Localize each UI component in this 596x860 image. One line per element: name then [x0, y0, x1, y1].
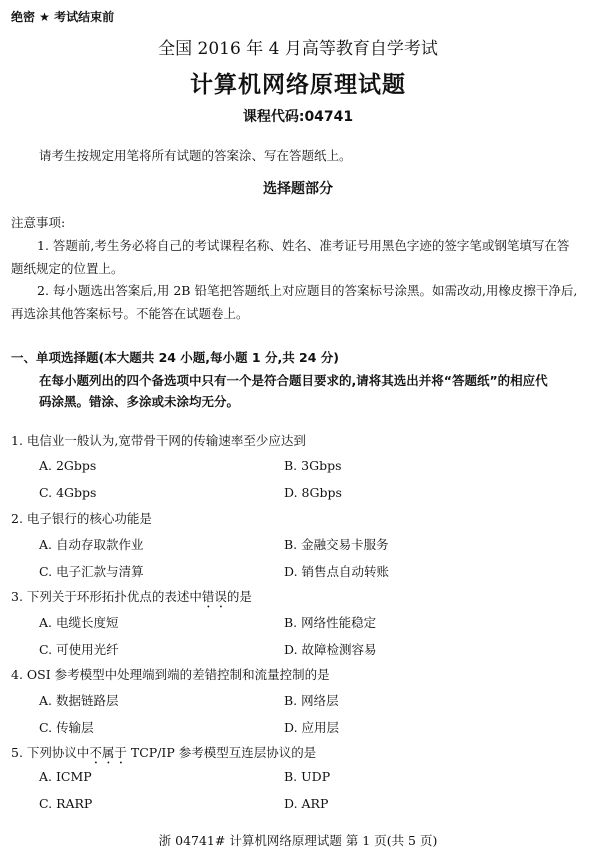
note-item: 1. 答题前,考生务必将自己的考试课程名称、姓名、准考证号用黑色字迹的签字笔或钢笔填写在答题纸规定的位置上。: [11, 238, 570, 276]
stem-text: TCP/IP 参考模型互连层协议的是: [126, 745, 317, 760]
option-b: B. 3Gbps: [284, 458, 342, 473]
option-c: C. 电子汇款与清算: [39, 564, 144, 579]
general-instruction: 请考生按规定用笔将所有试题的答案涂、写在答题纸上。: [39, 148, 352, 163]
question-stem: 1. 电信业一般认为,宽带骨干网的传输速率至少应达到: [11, 433, 306, 448]
page-footer: 浙 04741# 计算机网络原理试题 第 1 页(共 5 页): [158, 833, 438, 848]
emphasized-word: 不属于: [89, 745, 127, 760]
question-stem: [11, 743, 316, 767]
option-d: D. 销售点自动转账: [284, 564, 390, 579]
stem-text: 3. 下列关于环形拓扑优点的表述中: [11, 589, 202, 604]
option-a: A. ICMP: [39, 769, 92, 784]
option-b: B. 金融交易卡服务: [284, 537, 389, 552]
option-b: B. UDP: [284, 769, 331, 784]
option-b: B. 网络性能稳定: [284, 615, 377, 630]
option-c: C. 传输层: [39, 720, 94, 735]
option-a: A. 电缆长度短: [39, 615, 119, 630]
stem-text: 5. 下列协议中: [11, 745, 90, 760]
option-c: C. 4Gbps: [39, 485, 97, 500]
stem-text: 的是: [226, 589, 252, 604]
question-stem: 4. OSI 参考模型中处理端到端的差错控制和流量控制的是: [11, 667, 330, 682]
question-stem: [11, 587, 252, 611]
section-title: 选择题部分: [263, 181, 333, 197]
part-heading: 一、单项选择题(本大题共 24 小题,每小题 1 分,共 24 分): [11, 350, 340, 365]
option-d: D. ARP: [284, 796, 329, 811]
part-description: 在每小题列出的四个备选项中只有一个是符合题目要求的,请将其选出并将“答题纸”的相应代码涂黑。错涂、多涂或未涂均无分。: [39, 373, 548, 409]
option-d: D. 8Gbps: [284, 485, 342, 500]
question-stem: 2. 电子银行的核心功能是: [11, 511, 152, 526]
notes-title: 注意事项:: [11, 215, 66, 230]
option-a: A. 自动存取款作业: [39, 537, 144, 552]
option-a: A. 2Gbps: [39, 458, 97, 473]
option-d: D. 应用层: [284, 720, 340, 735]
note-item: 2. 每小题选出答案后,用 2B 铅笔把答题纸上对应题目的答案标号涂黑。如需改动,用橡皮擦干净后,再选涂其他答案标号。不能答在试题卷上。: [11, 283, 578, 321]
option-c: C. RARP: [39, 796, 93, 811]
exam-title: 全国 2016 年 4 月高等教育自学考试: [158, 39, 438, 59]
option-b: B. 网络层: [284, 693, 339, 708]
course-code: 课程代码:04741: [242, 109, 354, 125]
emphasized-word: 错误: [201, 589, 227, 604]
option-c: C. 可使用光纤: [39, 642, 119, 657]
option-d: D. 故障检测容易: [284, 642, 377, 657]
confidential-mark: 绝密 ★ 考试结束前: [11, 10, 115, 24]
option-a: A. 数据链路层: [39, 693, 119, 708]
subject-title: 计算机网络原理试题: [190, 72, 406, 98]
